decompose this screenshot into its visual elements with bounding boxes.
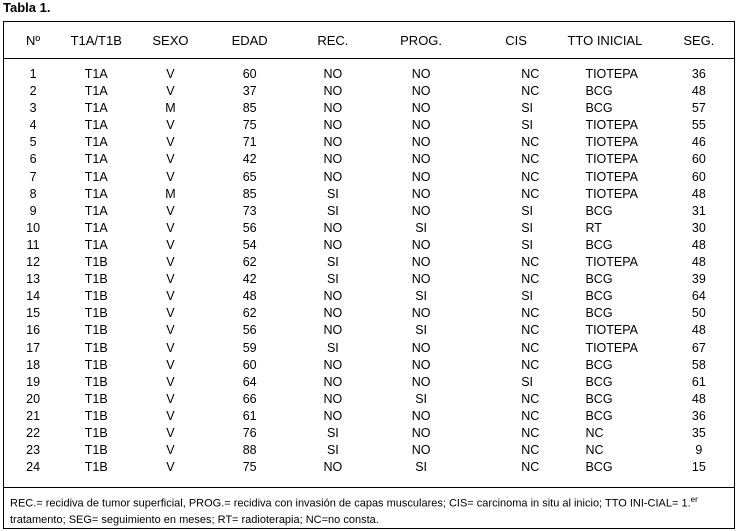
table-cell: NO [323, 118, 343, 133]
table-cell: 15 [26, 306, 41, 321]
table-cell: NO [411, 169, 431, 184]
header-cell: REC. [317, 32, 349, 48]
table-row [4, 186, 734, 203]
table-cell: 76 [242, 425, 257, 440]
table-cell: 7 [29, 169, 37, 184]
table-cell: SI [326, 340, 339, 355]
table-cell: NO [411, 237, 431, 252]
table-cell: 65 [242, 169, 257, 184]
table-cell: NC [521, 169, 540, 184]
table-cell: BCG [585, 84, 613, 99]
table-row [4, 100, 734, 117]
table-cell: 31 [691, 203, 706, 218]
table-cell: 9 [29, 203, 37, 218]
table-cell: T1B [84, 340, 108, 355]
table-cell: SI [326, 272, 339, 287]
table-cell: 21 [26, 408, 41, 423]
table-cell: NO [411, 203, 431, 218]
footnote [10, 492, 730, 528]
table-cell: V [166, 118, 175, 133]
table-cell: NC [521, 425, 540, 440]
table-cell: T1B [84, 408, 108, 423]
table-row [4, 425, 734, 442]
table-cell: 48 [691, 255, 706, 270]
table-cell: V [166, 340, 175, 355]
table-cell: 56 [242, 323, 257, 338]
header-row [4, 22, 734, 58]
table-row [4, 203, 734, 220]
table-cell: V [166, 272, 175, 287]
table-cell: 61 [242, 408, 257, 423]
table-row [4, 340, 734, 357]
table-row [4, 237, 734, 254]
table-cell: 60 [242, 67, 257, 81]
header-cell: TTO INICIAL [567, 32, 643, 48]
table-cell: M [165, 186, 176, 201]
table-cell: T1B [84, 272, 108, 287]
table-cell: T1B [84, 255, 108, 270]
table-cell: NO [411, 84, 431, 99]
table-cell: T1A [84, 118, 108, 133]
table-cell: T1A [84, 101, 108, 116]
table-cell: V [166, 203, 175, 218]
header-cell: SEG. [683, 32, 715, 48]
header-cell: PROG. [400, 32, 443, 48]
table-cell: NO [411, 118, 431, 133]
table-cell: 50 [691, 306, 706, 321]
table-cell: T1A [84, 169, 108, 184]
table-cell: T1A [84, 135, 108, 150]
table-cell: 3 [29, 101, 37, 116]
table-cell: 1 [29, 67, 37, 81]
table-cell: 48 [242, 289, 257, 304]
table-row [4, 357, 734, 374]
table-cell: T1B [84, 357, 108, 372]
table-cell: T1A [84, 84, 108, 99]
table-cell: 60 [242, 357, 257, 372]
table-cell: NO [411, 135, 431, 150]
table-row [4, 83, 734, 100]
table-cell: 66 [242, 391, 257, 406]
table-cell: NC [521, 186, 540, 201]
table-cell: NO [323, 391, 343, 406]
table-cell: SI [326, 425, 339, 440]
table-cell: NC [585, 443, 604, 458]
table-row [4, 408, 734, 425]
table-cell: 42 [242, 152, 257, 167]
table-cell: TIOTEPA [585, 340, 639, 355]
table-cell: T1A [84, 203, 108, 218]
table-cell: TIOTEPA [585, 323, 639, 338]
table-cell: 37 [242, 84, 257, 99]
table-cell: 67 [691, 340, 706, 355]
table-cell: 39 [691, 272, 706, 287]
table-cell: NO [411, 152, 431, 167]
table-cell: SI [415, 323, 427, 338]
table-cell: V [166, 255, 175, 270]
table-cell: V [166, 135, 175, 150]
table-cell: NO [411, 443, 431, 458]
table-cell: NO [411, 374, 431, 389]
table-cell: NO [411, 255, 431, 270]
footnote-text-1: REC.= recidiva de tumor superficial, PROG.= recidiva con invasión de capas musculares; CIS= carcinoma in situ al inicio; TTO INI-CIAL= 1. [10, 497, 691, 510]
table-cell: BCG [585, 391, 613, 406]
table-cell: 48 [691, 323, 706, 338]
table-cell: 54 [242, 237, 257, 252]
table-cell: 23 [26, 443, 41, 458]
table-cell: NO [323, 357, 343, 372]
table-cell: BCG [585, 374, 613, 389]
table-cell: NO [411, 272, 431, 287]
table-row [4, 58, 734, 83]
table-cell: NC [521, 67, 540, 81]
data-table [4, 22, 734, 476]
table-cell: V [166, 460, 175, 475]
table-cell: 75 [242, 460, 257, 475]
table-cell: BCG [585, 203, 613, 218]
table-cell: 48 [691, 237, 706, 252]
table-cell: V [166, 374, 175, 389]
table-cell: 85 [242, 101, 257, 116]
table-cell: NC [521, 408, 540, 423]
table-cell: 17 [26, 340, 41, 355]
table-cell: 48 [691, 186, 706, 201]
table-cell: 59 [242, 340, 257, 355]
table-cell: 57 [691, 101, 706, 116]
table-cell: SI [415, 289, 427, 304]
table-cell: 64 [242, 374, 257, 389]
table-row [4, 134, 734, 151]
table-cell: BCG [585, 237, 613, 252]
table-cell: BCG [585, 408, 613, 423]
table-cell: T1B [84, 323, 108, 338]
table-cell: NO [411, 425, 431, 440]
table-cell: NO [411, 306, 431, 321]
table-cell: 42 [242, 272, 257, 287]
table-row [4, 220, 734, 237]
table-cell: V [166, 237, 175, 252]
table-cell: 60 [691, 152, 706, 167]
footnote-text-2: tratamento; SEG= seguimiento en meses; RT= radioterapia; NC=no consta. [10, 513, 379, 526]
table-cell: 48 [691, 391, 706, 406]
table-cell: 46 [691, 135, 706, 150]
table-cell: T1A [84, 220, 108, 235]
table-row [4, 288, 734, 305]
table-cell: SI [415, 391, 427, 406]
table-cell: V [166, 220, 175, 235]
table-cell: 62 [242, 255, 257, 270]
table-cell: SI [521, 118, 534, 133]
table-cell: V [166, 323, 175, 338]
table-cell: TIOTEPA [585, 169, 639, 184]
table-cell: 22 [26, 425, 41, 440]
table-cell: 61 [691, 374, 706, 389]
table-cell: 5 [29, 135, 37, 150]
table-row [4, 322, 734, 339]
table-row [4, 442, 734, 459]
table-cell: BCG [585, 289, 613, 304]
table-frame [3, 21, 735, 529]
table-cell: T1B [84, 306, 108, 321]
table-cell: 48 [691, 84, 706, 99]
table-cell: RT [585, 220, 602, 235]
table-cell: NC [521, 135, 540, 150]
table-cell: T1B [84, 289, 108, 304]
table-cell: SI [326, 443, 339, 458]
table-cell: 71 [242, 135, 257, 150]
header-cell: Nº [26, 32, 41, 48]
table-cell: NC [521, 460, 540, 475]
table-cell: 12 [26, 255, 41, 270]
table-cell: NO [323, 135, 343, 150]
table-cell: T1B [84, 443, 108, 458]
table-cell: 13 [26, 272, 41, 287]
table-cell: TIOTEPA [585, 152, 639, 167]
table-cell: NO [323, 84, 343, 99]
table-cell: NO [323, 460, 343, 475]
table-cell: 19 [26, 374, 41, 389]
table-cell: V [166, 152, 175, 167]
table-cell: NO [323, 220, 343, 235]
table-cell: V [166, 357, 175, 372]
table-cell: 36 [691, 67, 706, 81]
table-cell: V [166, 425, 175, 440]
table-cell: V [166, 391, 175, 406]
table-cell: SI [521, 289, 534, 304]
table-cell: SI [521, 101, 534, 116]
table-cell: BCG [585, 460, 613, 475]
table-cell: 75 [242, 118, 257, 133]
table-cell: 62 [242, 306, 257, 321]
table-cell: SI [521, 220, 534, 235]
table-cell: NC [521, 306, 540, 321]
header-divider [4, 58, 734, 59]
table-cell: 15 [691, 460, 706, 475]
table-cell: NO [411, 67, 431, 81]
table-row [4, 117, 734, 134]
table-cell: TIOTEPA [585, 118, 639, 133]
table-cell: T1B [84, 391, 108, 406]
table-cell: NC [521, 357, 540, 372]
table-cell: SI [415, 220, 427, 235]
table-cell: TIOTEPA [585, 186, 639, 201]
table-cell: 20 [26, 391, 41, 406]
table-cell: T1B [84, 374, 108, 389]
table-cell: BCG [585, 357, 613, 372]
table-cell: 16 [26, 323, 41, 338]
table-cell: 9 [695, 443, 703, 458]
table-cell: 6 [29, 152, 37, 167]
table-cell: NO [323, 306, 343, 321]
table-row [4, 391, 734, 408]
table-cell: T1B [84, 460, 108, 475]
table-cell: SI [326, 255, 339, 270]
table-cell: 60 [691, 169, 706, 184]
table-cell: NO [411, 408, 431, 423]
table-cell: V [166, 289, 175, 304]
table-cell: NC [521, 340, 540, 355]
table-cell: 18 [26, 357, 41, 372]
table-cell: BCG [585, 101, 613, 116]
header-cell: EDAD [231, 32, 268, 48]
table-cell: BCG [585, 272, 613, 287]
table-cell: NC [521, 272, 540, 287]
table-cell: 73 [242, 203, 257, 218]
table-cell: SI [521, 203, 534, 218]
table-cell: 88 [242, 443, 257, 458]
table-cell: SI [415, 460, 427, 475]
table-cell: V [166, 306, 175, 321]
table-cell: TIOTEPA [585, 255, 639, 270]
table-cell: T1A [84, 152, 108, 167]
table-cell: NC [585, 425, 604, 440]
table-cell: SI [326, 203, 339, 218]
table-cell: T1A [84, 67, 108, 81]
footnote-divider [4, 487, 734, 488]
table-cell: TIOTEPA [585, 67, 639, 81]
table-cell: T1A [84, 237, 108, 252]
table-cell: V [166, 169, 175, 184]
header-cell: T1A/T1B [70, 32, 122, 48]
table-cell: NO [411, 101, 431, 116]
table-row [4, 169, 734, 186]
table-cell: BCG [585, 306, 613, 321]
table-cell: 4 [29, 118, 37, 133]
table-cell: NC [521, 84, 540, 99]
table-row [4, 254, 734, 271]
table-row [4, 374, 734, 391]
table-cell: 56 [242, 220, 257, 235]
table-cell: V [166, 443, 175, 458]
table-cell: NO [411, 186, 431, 201]
table-cell: NO [323, 289, 343, 304]
table-cell: NO [323, 237, 343, 252]
table-row [4, 271, 734, 288]
footnote-superscript: er [690, 495, 698, 504]
table-body [4, 58, 734, 476]
table-cell: 64 [691, 289, 706, 304]
table-cell: 11 [26, 237, 40, 252]
table-cell: 10 [26, 220, 41, 235]
table-cell: SI [326, 186, 339, 201]
table-cell: NC [521, 443, 540, 458]
header-cell: CIS [505, 32, 527, 48]
table-cell: 14 [26, 289, 41, 304]
table-cell: 24 [26, 460, 41, 475]
table-cell: TIOTEPA [585, 135, 639, 150]
table-cell: NO [323, 101, 343, 116]
table-row [4, 305, 734, 322]
table-cell: T1B [84, 425, 108, 440]
table-row [4, 151, 734, 168]
table-cell: NO [411, 340, 431, 355]
table-cell: V [166, 67, 175, 81]
table-cell: NO [323, 408, 343, 423]
table-cell: NC [521, 255, 540, 270]
table-cell: 36 [691, 408, 706, 423]
table-cell: 30 [691, 220, 706, 235]
table-cell: NO [323, 169, 343, 184]
table-cell: T1A [84, 186, 108, 201]
table-cell: NO [323, 67, 343, 81]
table-title: Tabla 1. [3, 0, 51, 15]
table-cell: 8 [29, 186, 37, 201]
table-cell: NO [323, 323, 343, 338]
table-cell: SI [521, 237, 534, 252]
table-cell: NC [521, 391, 540, 406]
table-row [4, 459, 734, 476]
table-cell: NC [521, 152, 540, 167]
table-cell: NO [323, 374, 343, 389]
table-cell: NO [323, 152, 343, 167]
table-cell: NC [521, 323, 540, 338]
table-cell: 35 [691, 425, 706, 440]
header-cell: SEXO [152, 32, 189, 48]
table-cell: 2 [29, 84, 37, 99]
table-cell: V [166, 408, 175, 423]
table-cell: SI [521, 374, 534, 389]
table-cell: NO [411, 357, 431, 372]
table-cell: 85 [242, 186, 257, 201]
table-cell: 58 [691, 357, 706, 372]
table-cell: M [165, 101, 176, 116]
table-cell: 55 [691, 118, 706, 133]
table-cell: V [166, 84, 175, 99]
